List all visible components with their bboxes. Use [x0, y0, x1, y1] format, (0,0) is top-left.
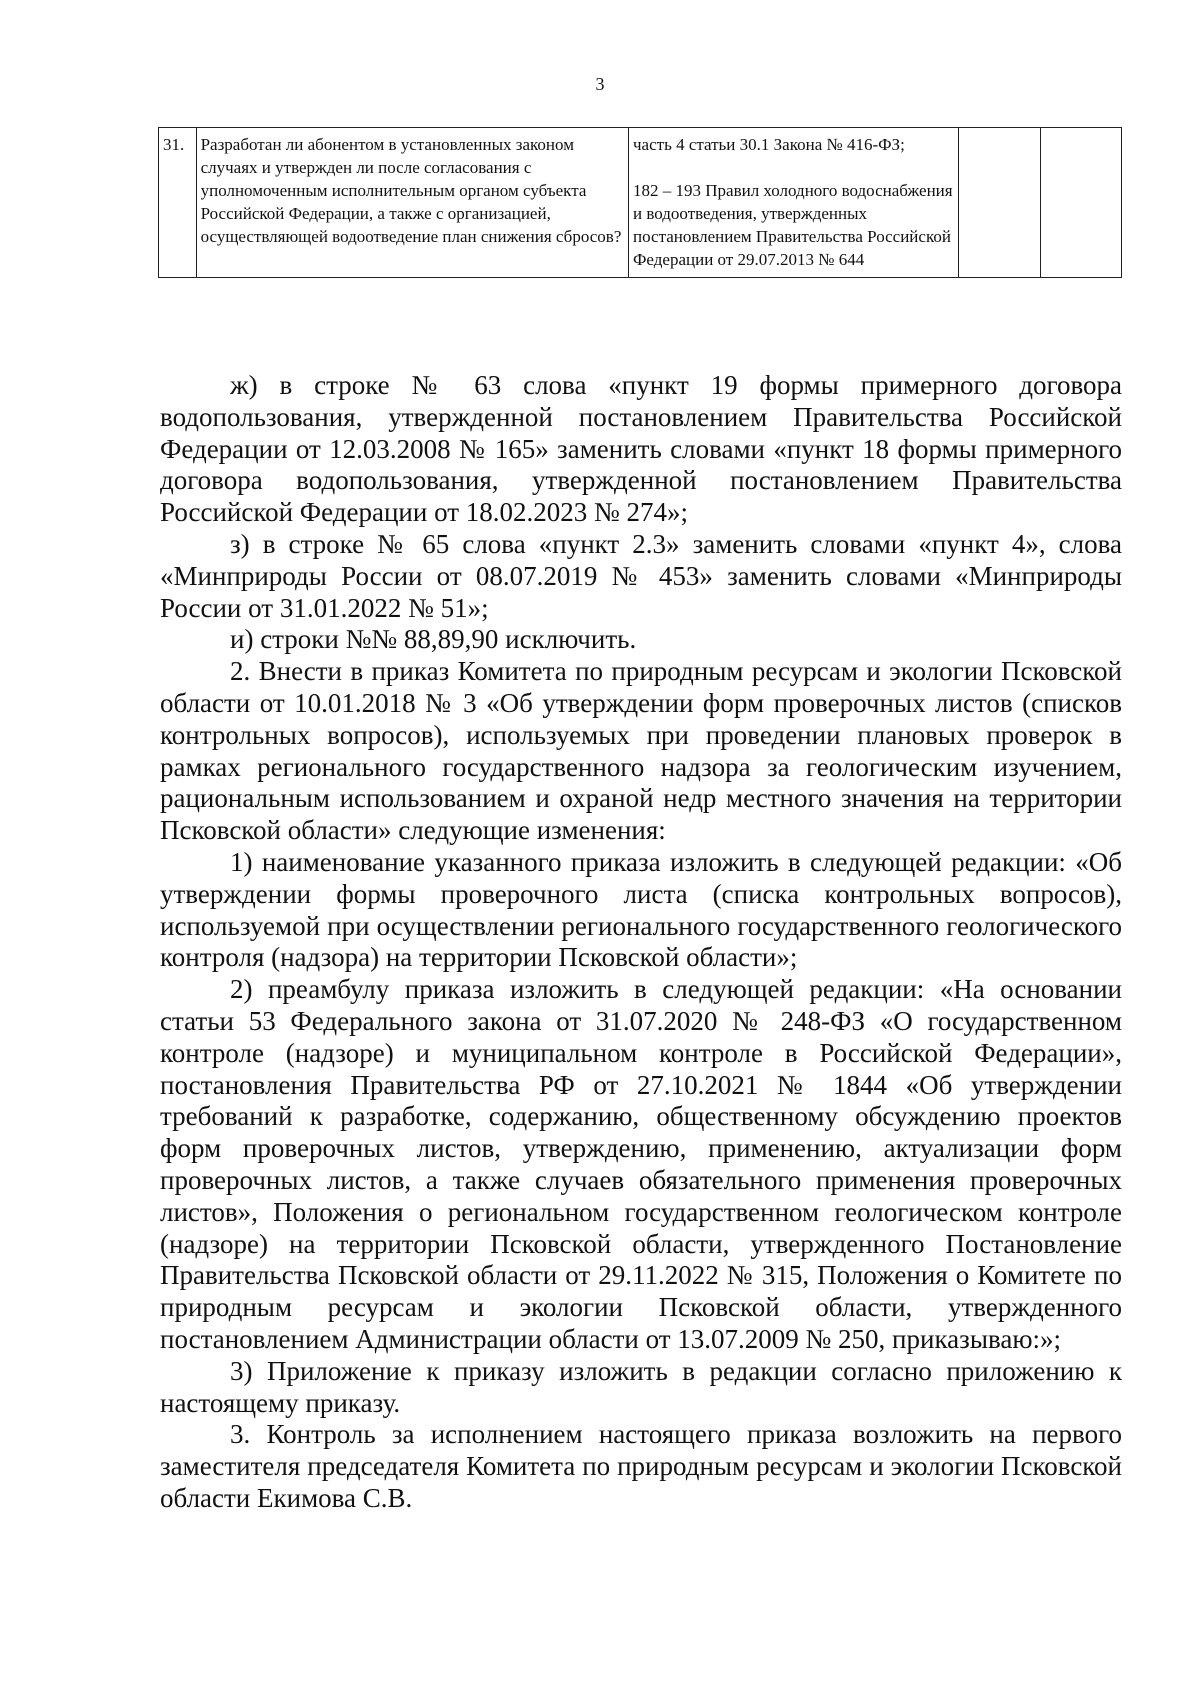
reference-law: часть 4 статьи 30.1 Закона № 416-ФЗ;	[633, 135, 905, 154]
answer-cell-2	[1040, 128, 1122, 278]
page-number: 3	[595, 74, 605, 94]
question-cell: Разработан ли абонентом в установленных законом случаях и утвержден ли после согласования с уполномоченным исполнительным органом субъекта Российской Федерации, а также с организацией, осуществляющей водоотведение план снижения сбросов?	[196, 128, 628, 278]
answer-cell-1	[959, 128, 1040, 278]
paragraph-2-2: 2) преамбулу приказа изложить в следующей редакции: «На основании статьи 53 Федерального закона от 31.07.2020 № 248-ФЗ «О государственном контроле (надзоре) и муниципальном контроле в Российской Федерации», постановления Правительства РФ от 27.10.2021 № 1844 «Об утверждении требований к разработке, содержанию, общественному обсуждению проектов форм проверочных листов, утверждению, применению, актуализации форм проверочных листов, а также случаев обязательного применения проверочных листов», Положения о региональном государственном геологическом контроле (надзоре) на территории Псковской области, утвержденного Постановление Правительства Псковской области от 29.11.2022 № 315, Положения о Комитете по природным ресурсам и экологии Псковской области, утвержденного постановлением Администрации области от 13.07.2009 № 250, приказываю:»;	[160, 974, 1122, 1354]
table-row	[159, 128, 1122, 278]
document-body	[160, 370, 1122, 1515]
checklist-table	[158, 127, 1122, 278]
paragraph-2-3: 3) Приложение к приказу изложить в редакции согласно приложению к настоящему приказу.	[160, 1355, 1122, 1418]
paragraph-2: 2. Внести в приказ Комитета по природным ресурсам и экологии Псковской области от 10.01.2018 № 3 «Об утверждении форм проверочных листов (списков контрольных вопросов), используемых при проведении плановых проверок в рамках регионального государственного надзора за геологическим изучением, рациональным использованием и охраной недр местного значения на территории Псковской области» следующие изменения:	[160, 656, 1122, 846]
paragraph-zh: ж) в строке № 63 слова «пункт 19 формы примерного договора водопользования, утвержденной постановлением Правительства Российской Федерации от 12.03.2008 № 165» заменить словами «пункт 18 формы примерного договора водопользования, утвержденной постановлением Правительства Российской Федерации от 18.02.2023 № 274»;	[160, 370, 1122, 528]
paragraph-z: з) в строке № 65 слова «пункт 2.3» заменить словами «пункт 4», слова «Минприроды России от 08.07.2019 № 453» заменить словами «Минприроды России от 31.01.2022 № 51»;	[160, 528, 1122, 623]
paragraph-2-1: 1) наименование указанного приказа изложить в следующей редакции: «Об утверждении формы проверочного листа (списка контрольных вопросов), используемой при осуществлении регионального государственного геологического контроля (надзора) на территории Псковской области»;	[160, 846, 1122, 973]
reference-cell	[629, 128, 959, 278]
paragraph-3: 3. Контроль за исполнением настоящего приказа возложить на первого заместителя председателя Комитета по природным ресурсам и экологии Псковской области Екимова С.В.	[160, 1419, 1122, 1513]
row-number-cell: 31.	[159, 128, 197, 278]
paragraph-i: и) строки №№ 88,89,90 исключить.	[230, 624, 637, 655]
reference-rules: 182 – 193 Правил холодного водоснабжения и водоотведения, утвержденных постановлением Правительства Российской Федерации от 29.07.2013 № 644	[633, 181, 953, 269]
reference-spacer	[633, 156, 954, 179]
